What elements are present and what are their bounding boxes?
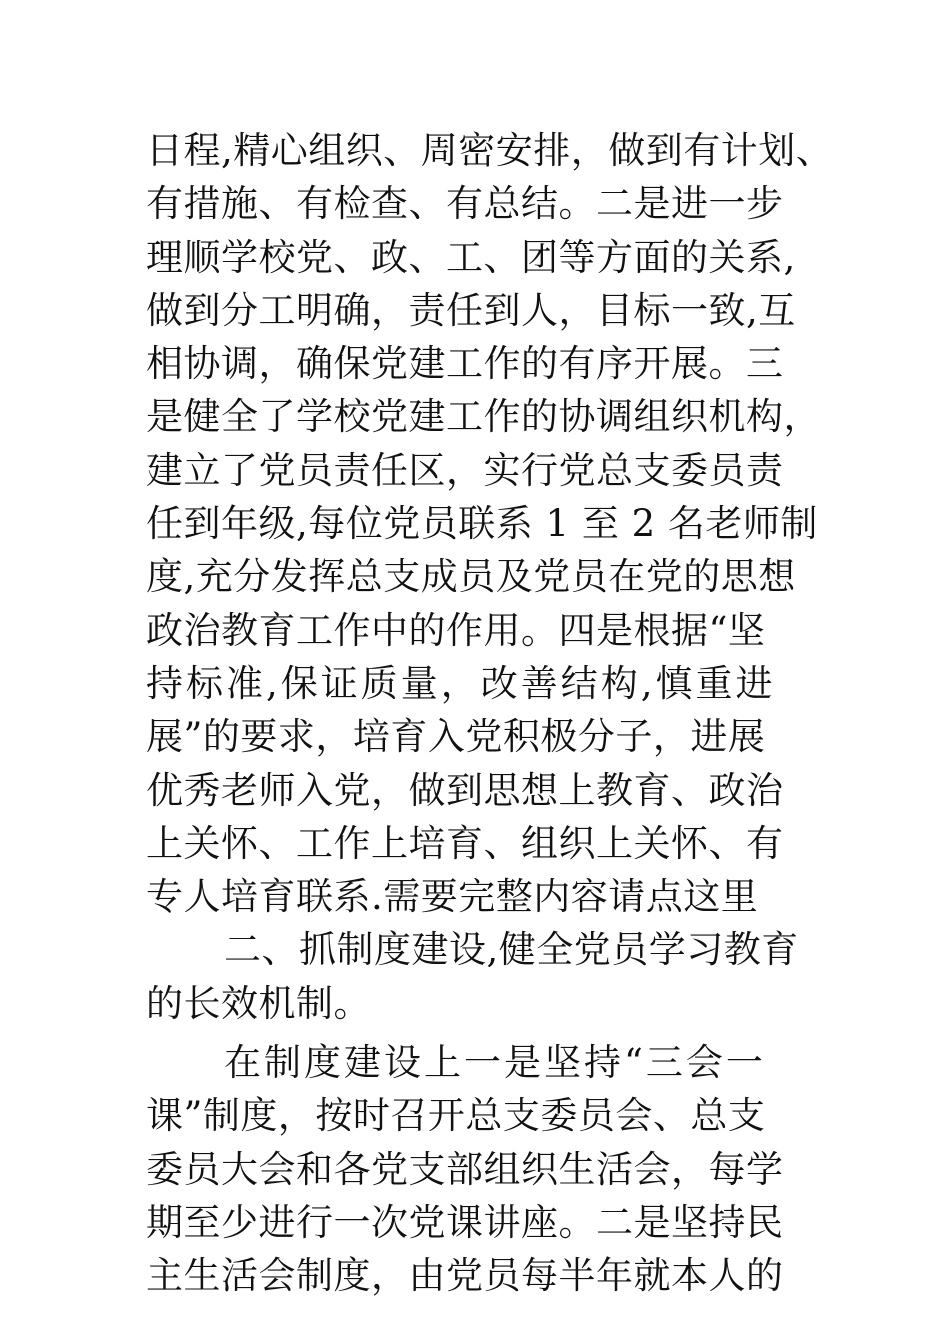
section-heading: 二、抓制度建设,健全党员学习教育	[224, 928, 799, 972]
text-line: 是健全了学校党建工作的协调组织机构，	[146, 395, 821, 439]
section-heading-continued: 的长效机制。	[146, 981, 371, 1025]
text-line: 委员大会和各党支部组织生活会，每学	[146, 1147, 784, 1191]
text-line: 度,充分发挥总支成员及党员在党的思想	[146, 555, 796, 599]
text-line: 建立了党员责任区，实行党总支委员责	[146, 448, 784, 492]
text-line: 持标准,保证质量，改善结构,慎重进	[146, 661, 776, 705]
text-line: 课”制度，按时召开总支委员会、总支	[146, 1094, 766, 1138]
text-line: 日程,精心组织、周密安排，做到有计划、	[146, 129, 834, 172]
text-line: 优秀老师入党，做到思想上教育、政治	[146, 768, 784, 812]
paragraph-start: 在制度建设上一是坚持“三会一	[224, 1041, 766, 1085]
text-line: 相协调，确保党建工作的有序开展。三	[146, 342, 784, 386]
text-line: 政治教育工作中的作用。四是根据“坚	[146, 608, 766, 652]
text-line: 理顺学校党、政、工、团等方面的关系,	[146, 235, 796, 279]
text-line: 主生活会制度，由党员每半年就本人的	[146, 1254, 784, 1298]
text-line: 有措施、有检查、有总结。二是进一步	[146, 182, 784, 226]
text-line: 专人培育联系.需要完整内容请点这里	[146, 875, 759, 919]
text-line: 做到分工明确，责任到人，目标一致,互	[146, 288, 796, 332]
body-text	[146, 124, 846, 1303]
text-line: 展”的要求，培育入党积极分子，进展	[146, 715, 766, 759]
text-line: 上关怀、工作上培育、组织上关怀、有	[146, 821, 784, 865]
text-line: 期至少进行一次党课讲座。二是坚持民	[146, 1200, 784, 1244]
text-line: 任到年级,每位党员联系 1 至 2 名老师制	[146, 502, 818, 546]
